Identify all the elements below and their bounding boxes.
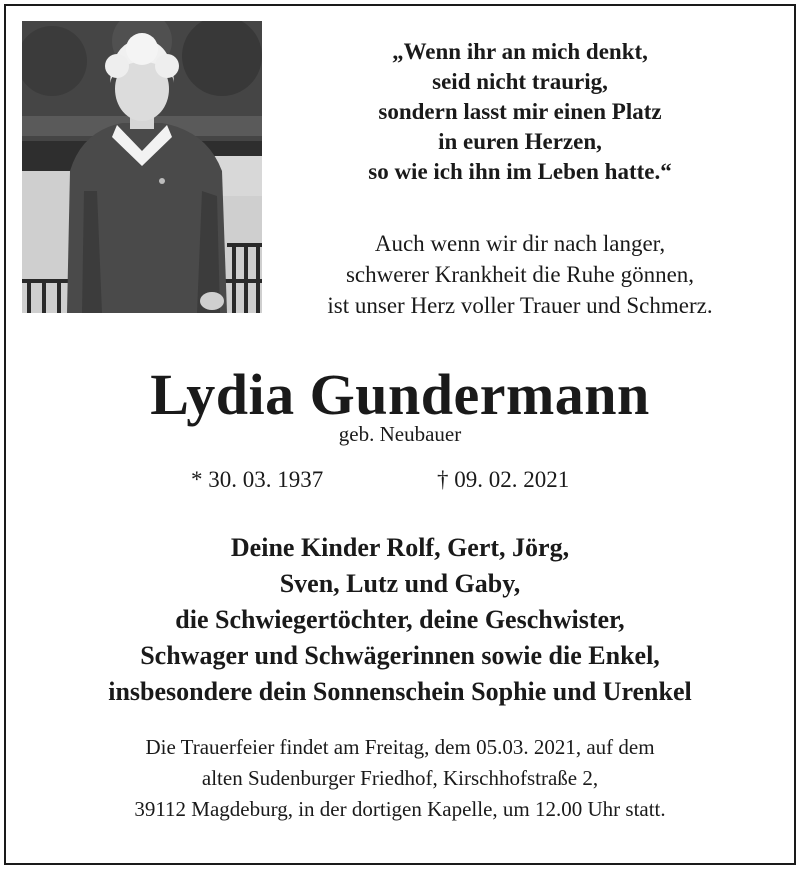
- quote-line: so wie ich ihn im Leben hatte.“: [368, 159, 672, 184]
- portrait-photo: [22, 21, 262, 313]
- comfort-line: schwerer Krankheit die Ruhe gönnen,: [345, 262, 695, 287]
- mourners-line: Schwager und Schwägerinnen sowie die Enkel,: [140, 641, 660, 670]
- quote-block: [285, 37, 755, 187]
- comfort-line: Auch wenn wir dir nach langer,: [374, 231, 666, 256]
- birth-date: * 30. 03. 1937: [191, 467, 324, 492]
- mourners-block: [0, 530, 800, 710]
- funeral-service-info: [0, 732, 800, 825]
- deceased-name: Lydia Gundermann: [150, 362, 650, 427]
- mourners-line: insbesondere dein Sonnenschein Sophie und Urenkel: [108, 677, 692, 706]
- quote-line: in euren Herzen,: [438, 129, 602, 154]
- mourners-line: die Schwiegertöchter, deine Geschwister,: [175, 605, 625, 634]
- mourners-line: Sven, Lutz und Gaby,: [279, 569, 521, 598]
- death-date: † 09. 02. 2021: [437, 467, 570, 492]
- service-line: alten Sudenburger Friedhof, Kirschhofstraße 2,: [201, 766, 599, 790]
- quote-line: seid nicht traurig,: [432, 69, 608, 94]
- mourners-line: Deine Kinder Rolf, Gert, Jörg,: [230, 533, 570, 562]
- service-line: 39112 Magdeburg, in der dortigen Kapelle, um 12.00 Uhr statt.: [134, 797, 666, 821]
- service-line: Die Trauerfeier findet am Freitag, dem 05.03. 2021, auf dem: [145, 735, 655, 759]
- quote-line: „Wenn ihr an mich denkt,: [392, 39, 648, 64]
- quote-line: sondern lasst mir einen Platz: [378, 99, 662, 124]
- birth-name: geb. Neubauer: [338, 422, 462, 446]
- comfort-text: [272, 228, 768, 321]
- comfort-line: ist unser Herz voller Trauer und Schmerz.: [327, 293, 713, 318]
